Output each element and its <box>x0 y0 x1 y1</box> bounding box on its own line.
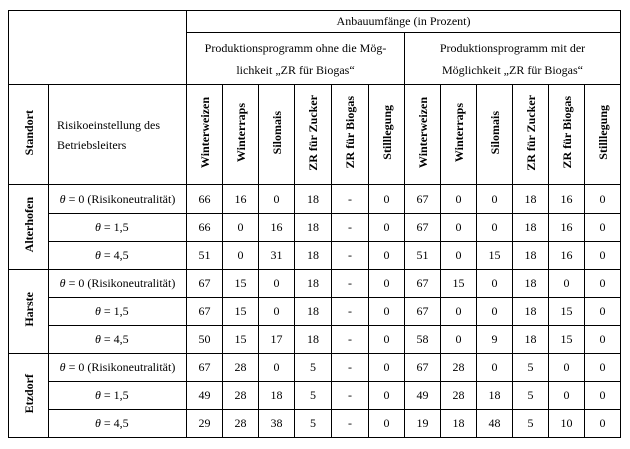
value-cell: 18 <box>295 298 332 326</box>
cropping-table <box>8 10 621 438</box>
value-cell: 18 <box>477 382 513 410</box>
value-cell: 0 <box>585 185 621 214</box>
crop-header-with-2: Silomais <box>477 85 513 185</box>
value-cell: 66 <box>187 185 223 214</box>
value-cell: 5 <box>513 382 549 410</box>
crop-header-without-3: ZR für Zucker <box>295 85 332 185</box>
value-cell: 18 <box>441 410 477 438</box>
value-cell: 0 <box>585 298 621 326</box>
table-row <box>9 185 621 214</box>
value-cell: 0 <box>549 270 585 298</box>
value-cell: 49 <box>187 382 223 410</box>
value-cell: 0 <box>477 185 513 214</box>
value-cell: 5 <box>295 410 332 438</box>
value-cell: 51 <box>187 242 223 270</box>
value-cell: 16 <box>259 214 295 242</box>
table-row <box>9 298 621 326</box>
group-header-without <box>187 33 405 85</box>
group-header-with-line1: Produktionsprogramm mit der <box>439 40 586 55</box>
value-cell: 0 <box>477 270 513 298</box>
value-cell: 67 <box>187 298 223 326</box>
crop-header-with-3: ZR für Zucker <box>513 85 549 185</box>
value-cell: 18 <box>295 185 332 214</box>
value-cell: 67 <box>187 270 223 298</box>
risk-cell: θ = 0 (Risikoneutralität) <box>49 354 187 382</box>
crop-header-with-5: Stilllegung <box>585 85 621 185</box>
value-cell: 0 <box>441 326 477 354</box>
crop-header-without-5: Stilllegung <box>369 85 405 185</box>
value-cell: 18 <box>513 326 549 354</box>
value-cell: 0 <box>369 298 405 326</box>
value-cell: 0 <box>369 270 405 298</box>
value-cell: 0 <box>585 242 621 270</box>
risk-header <box>49 85 187 185</box>
value-cell: 0 <box>477 354 513 382</box>
value-cell: 50 <box>187 326 223 354</box>
value-cell: 0 <box>223 214 259 242</box>
value-cell: 0 <box>585 354 621 382</box>
value-cell: 29 <box>187 410 223 438</box>
value-cell: 0 <box>369 185 405 214</box>
value-cell: 0 <box>259 185 295 214</box>
value-cell: 19 <box>405 410 441 438</box>
value-cell: 5 <box>513 410 549 438</box>
value-cell: 15 <box>223 298 259 326</box>
value-cell: 28 <box>441 354 477 382</box>
group-header-without-line2: lichkeit „ZR für Biogas“ <box>236 62 355 77</box>
risk-cell: θ = 4,5 <box>49 326 187 354</box>
value-cell: 0 <box>259 270 295 298</box>
value-cell: 28 <box>223 354 259 382</box>
value-cell: - <box>332 382 369 410</box>
risk-cell: θ = 4,5 <box>49 242 187 270</box>
table-body <box>9 185 621 438</box>
value-cell: 18 <box>513 270 549 298</box>
table-row <box>9 410 621 438</box>
value-cell: - <box>332 270 369 298</box>
value-cell: 67 <box>405 214 441 242</box>
value-cell: 18 <box>295 326 332 354</box>
main-header: Anbauumfänge (in Prozent) <box>187 11 621 33</box>
risk-cell: θ = 0 (Risikoneutralität) <box>49 185 187 214</box>
value-cell: 18 <box>513 214 549 242</box>
value-cell: 18 <box>295 270 332 298</box>
value-cell: 67 <box>405 185 441 214</box>
value-cell: 49 <box>405 382 441 410</box>
value-cell: 0 <box>369 410 405 438</box>
value-cell: 66 <box>187 214 223 242</box>
value-cell: 0 <box>441 214 477 242</box>
value-cell: 15 <box>549 326 585 354</box>
crop-header-with-1: Winterraps <box>441 85 477 185</box>
value-cell: 5 <box>295 382 332 410</box>
value-cell: 15 <box>223 326 259 354</box>
value-cell: 15 <box>549 298 585 326</box>
value-cell: 0 <box>549 354 585 382</box>
crop-header-without-2: Silomais <box>259 85 295 185</box>
value-cell: - <box>332 354 369 382</box>
table-row <box>9 326 621 354</box>
value-cell: - <box>332 214 369 242</box>
value-cell: 16 <box>549 242 585 270</box>
value-cell: 0 <box>549 382 585 410</box>
value-cell: 0 <box>259 354 295 382</box>
crop-header-without-1: Winterraps <box>223 85 259 185</box>
value-cell: 0 <box>441 298 477 326</box>
value-cell: 0 <box>441 185 477 214</box>
value-cell: 15 <box>223 270 259 298</box>
value-cell: 0 <box>585 326 621 354</box>
value-cell: 0 <box>477 298 513 326</box>
site-cell-harste: Harste <box>9 270 49 354</box>
value-cell: 0 <box>369 242 405 270</box>
standort-header <box>9 85 49 185</box>
value-cell: 0 <box>259 298 295 326</box>
value-cell: 48 <box>477 410 513 438</box>
value-cell: 5 <box>295 354 332 382</box>
value-cell: 28 <box>223 382 259 410</box>
value-cell: 0 <box>585 410 621 438</box>
risk-header-line1: Risikoeinstellung des <box>57 117 160 132</box>
value-cell: 18 <box>295 214 332 242</box>
value-cell: - <box>332 326 369 354</box>
value-cell: 0 <box>223 242 259 270</box>
value-cell: 18 <box>259 382 295 410</box>
value-cell: 16 <box>549 185 585 214</box>
value-cell: 0 <box>585 382 621 410</box>
table-row <box>9 242 621 270</box>
group-header-without-line1: Produktionsprogramm ohne die Mög- <box>204 40 387 55</box>
blank-corner-cell <box>9 11 187 85</box>
value-cell: 18 <box>513 185 549 214</box>
table-row <box>9 382 621 410</box>
value-cell: 67 <box>405 354 441 382</box>
crop-header-with-0: Winterweizen <box>405 85 441 185</box>
value-cell: 67 <box>405 298 441 326</box>
value-cell: 51 <box>405 242 441 270</box>
value-cell: 18 <box>513 242 549 270</box>
crop-header-with-4: ZR für Biogas <box>549 85 585 185</box>
value-cell: 17 <box>259 326 295 354</box>
standort-header-label: Standort <box>21 109 36 156</box>
risk-cell: θ = 4,5 <box>49 410 187 438</box>
risk-cell: θ = 1,5 <box>49 298 187 326</box>
table-wrapper <box>8 10 621 438</box>
value-cell: 67 <box>405 270 441 298</box>
value-cell: - <box>332 242 369 270</box>
value-cell: 0 <box>369 354 405 382</box>
risk-cell: θ = 0 (Risikoneutralität) <box>49 270 187 298</box>
value-cell: 15 <box>441 270 477 298</box>
crop-header-without-4: ZR für Biogas <box>332 85 369 185</box>
value-cell: 31 <box>259 242 295 270</box>
value-cell: 28 <box>223 410 259 438</box>
value-cell: - <box>332 298 369 326</box>
value-cell: 10 <box>549 410 585 438</box>
risk-cell: θ = 1,5 <box>49 382 187 410</box>
value-cell: 0 <box>369 214 405 242</box>
value-cell: 16 <box>549 214 585 242</box>
site-cell-etzdorf: Etzdorf <box>9 354 49 438</box>
value-cell: - <box>332 410 369 438</box>
value-cell: 0 <box>441 242 477 270</box>
value-cell: 15 <box>477 242 513 270</box>
value-cell: 5 <box>513 354 549 382</box>
table-row <box>9 214 621 242</box>
group-header-with <box>405 33 621 85</box>
value-cell: 0 <box>369 326 405 354</box>
value-cell: 18 <box>513 298 549 326</box>
table-row <box>9 354 621 382</box>
value-cell: 67 <box>187 354 223 382</box>
risk-header-line2: Betriebsleiters <box>57 137 127 152</box>
value-cell: 0 <box>369 382 405 410</box>
value-cell: 0 <box>477 214 513 242</box>
value-cell: 0 <box>585 270 621 298</box>
crop-header-without-0: Winterweizen <box>187 85 223 185</box>
table-row <box>9 270 621 298</box>
site-cell-alterhofen: Alterhofen <box>9 185 49 270</box>
value-cell: 58 <box>405 326 441 354</box>
value-cell: 18 <box>295 242 332 270</box>
value-cell: 9 <box>477 326 513 354</box>
group-header-with-line2: Möglichkeit „ZR für Biogas“ <box>442 62 583 77</box>
value-cell: 0 <box>585 214 621 242</box>
value-cell: 28 <box>441 382 477 410</box>
value-cell: 38 <box>259 410 295 438</box>
risk-cell: θ = 1,5 <box>49 214 187 242</box>
value-cell: 16 <box>223 185 259 214</box>
value-cell: - <box>332 185 369 214</box>
